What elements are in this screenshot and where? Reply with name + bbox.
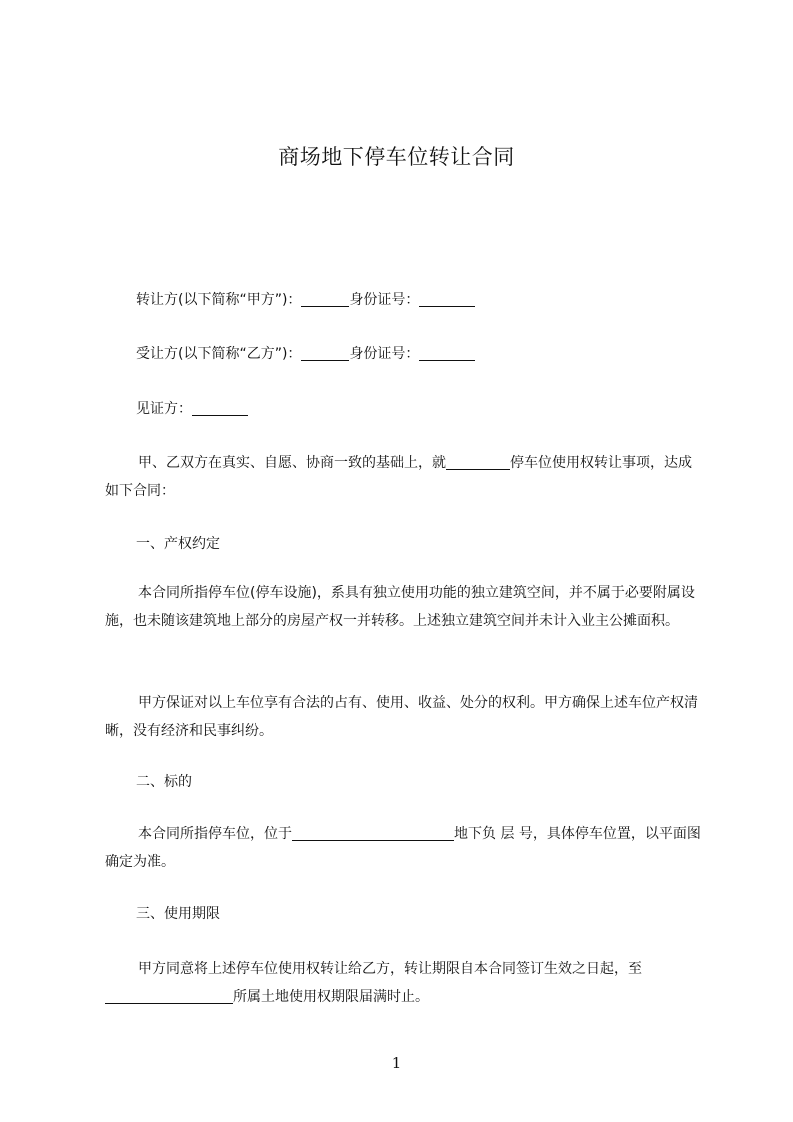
witness-blank[interactable] xyxy=(192,399,248,416)
section2-paragraph1 xyxy=(105,820,705,876)
location-blank[interactable] xyxy=(292,824,454,841)
section3-heading: 三、使用期限 xyxy=(136,906,220,922)
document-title: 商场地下停车位转让合同 xyxy=(278,145,515,169)
intro-paragraph xyxy=(105,449,705,505)
party-b-line xyxy=(136,340,697,368)
party-b-name-blank[interactable] xyxy=(301,344,349,361)
party-a-id-label: 身份证号： xyxy=(349,292,420,308)
page-number: 1 xyxy=(391,1054,402,1072)
section1-heading: 一、产权约定 xyxy=(136,536,220,552)
section3-paragraph1 xyxy=(105,955,705,1011)
party-a-label: 转让方(以下简称“甲方”)： xyxy=(136,292,302,308)
party-a-line xyxy=(136,286,697,314)
witness-label: 见证方： xyxy=(136,401,192,417)
section1-paragraph1: 本合同所指停车位(停车设施)，系具有独立使用功能的独立建筑空间，并不属于必要附属设施，也未随该建筑地上部分的房屋产权一并转移。上述独立建筑空间并未计入业主公摊面积。 xyxy=(105,585,695,629)
party-b-id-label: 身份证号： xyxy=(349,346,420,362)
section3-text-part2: 所属土地使用权期限届满时止。 xyxy=(233,989,429,1005)
party-b-id-blank[interactable] xyxy=(419,344,475,361)
intro-blank[interactable] xyxy=(446,453,510,470)
intro-text-part1: 甲、乙双方在真实、自愿、协商一致的基础上，就 xyxy=(138,455,446,471)
section2-text-part1: 本合同所指停车位，位于 xyxy=(138,826,292,842)
section2-text-part2: 地下负 层 号，具体停车位置，以平面图确定为准。 xyxy=(105,826,701,870)
witness-line xyxy=(136,395,697,423)
section3-text-part1: 甲方同意将上述停车位使用权转让给乙方，转让期限自本合同签订生效之日起，至 xyxy=(138,961,642,977)
party-a-name-blank[interactable] xyxy=(301,290,349,307)
section1-paragraph2: 甲方保证对以上车位享有合法的占有、使用、收益、处分的权利。甲方确保上述车位产权清晰，没有经济和民事纠纷。 xyxy=(105,695,698,739)
party-b-label: 受让方(以下简称“乙方”)： xyxy=(136,346,302,362)
term-end-blank[interactable] xyxy=(105,987,233,1004)
section2-heading: 二、标的 xyxy=(136,774,192,790)
intro-text-part2: 停车位使用权转让事项，达成如下合同： xyxy=(105,455,692,499)
party-a-id-blank[interactable] xyxy=(419,290,475,307)
